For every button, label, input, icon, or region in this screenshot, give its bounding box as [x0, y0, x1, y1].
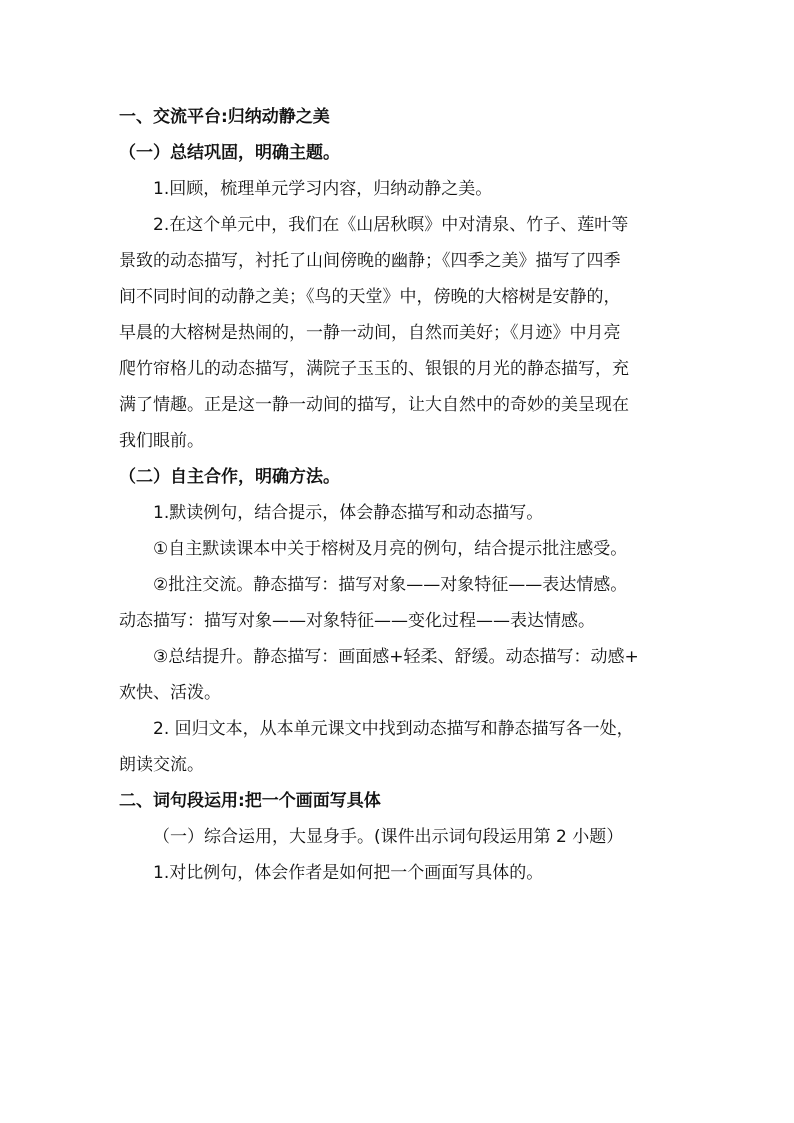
paragraph-line: 爬竹帘格儿的动态描写，满院子玉玉的、银银的月光的静态描写，充: [119, 359, 629, 379]
section-two-subtitle: （一）综合运用，大显身手。(课件出示词句段运用第 2 小题）: [153, 827, 624, 847]
circled-item-3: [119, 644, 679, 707]
section-one-title: 一、交流平台:归纳动静之美: [119, 107, 330, 127]
paragraph-line: ③总结提升。静态描写：画面感+轻柔、舒缓。动态描写：动感+: [153, 647, 639, 667]
subsection-two-title: （二）自主合作，明确方法。: [119, 467, 340, 487]
paragraph-item-2-1: 1.默读例句，结合提示，体会静态描写和动态描写。: [153, 503, 544, 523]
paragraph-line: ②批注交流。静态描写：描写对象——对象特征——表达情感。: [153, 575, 628, 595]
paragraph-line: 间不同时间的动静之美；《鸟的天堂》中，傍晚的大榕树是安静的，: [119, 287, 621, 307]
paragraph-line: 我们眼前。: [119, 431, 204, 451]
paragraph-line: 欢快、活泼。: [119, 683, 221, 703]
circled-item-2: [119, 572, 679, 635]
paragraph-item-1: 1.回顾，梳理单元学习内容，归纳动静之美。: [153, 179, 493, 199]
paragraph-item-2-2: [119, 716, 679, 779]
section-two-title: 二、词句段运用:把一个画面写具体: [119, 791, 381, 811]
paragraph-line: 朗读交流。: [119, 755, 204, 775]
paragraph-line: 早晨的大榕树是热闹的，一静一动间，自然而美好；《月迹》中月亮: [119, 323, 621, 343]
circled-item-1: ①自主默读课本中关于榕树及月亮的例句，结合提示批注感受。: [153, 539, 628, 559]
final-item: 1.对比例句，体会作者是如何把一个画面写具体的。: [153, 863, 544, 883]
paragraph-item-2: [119, 212, 679, 455]
paragraph-line: 动态描写：描写对象——对象特征——变化过程——表达情感。: [119, 611, 595, 631]
paragraph-line: 2. 回归文本，从本单元课文中找到动态描写和静态描写各一处，: [153, 719, 634, 739]
paragraph-line: 2.在这个单元中，我们在《山居秋暝》中对清泉、竹子、莲叶等: [153, 215, 629, 235]
subsection-one-title: （一）总结巩固，明确主题。: [119, 143, 340, 163]
paragraph-line: 满了情趣。正是这一静一动间的描写，让大自然中的奇妙的美呈现在: [119, 395, 629, 415]
document-content: [119, 104, 679, 896]
paragraph-line: 景致的动态描写，衬托了山间傍晚的幽静；《四季之美》描写了四季: [119, 251, 621, 271]
